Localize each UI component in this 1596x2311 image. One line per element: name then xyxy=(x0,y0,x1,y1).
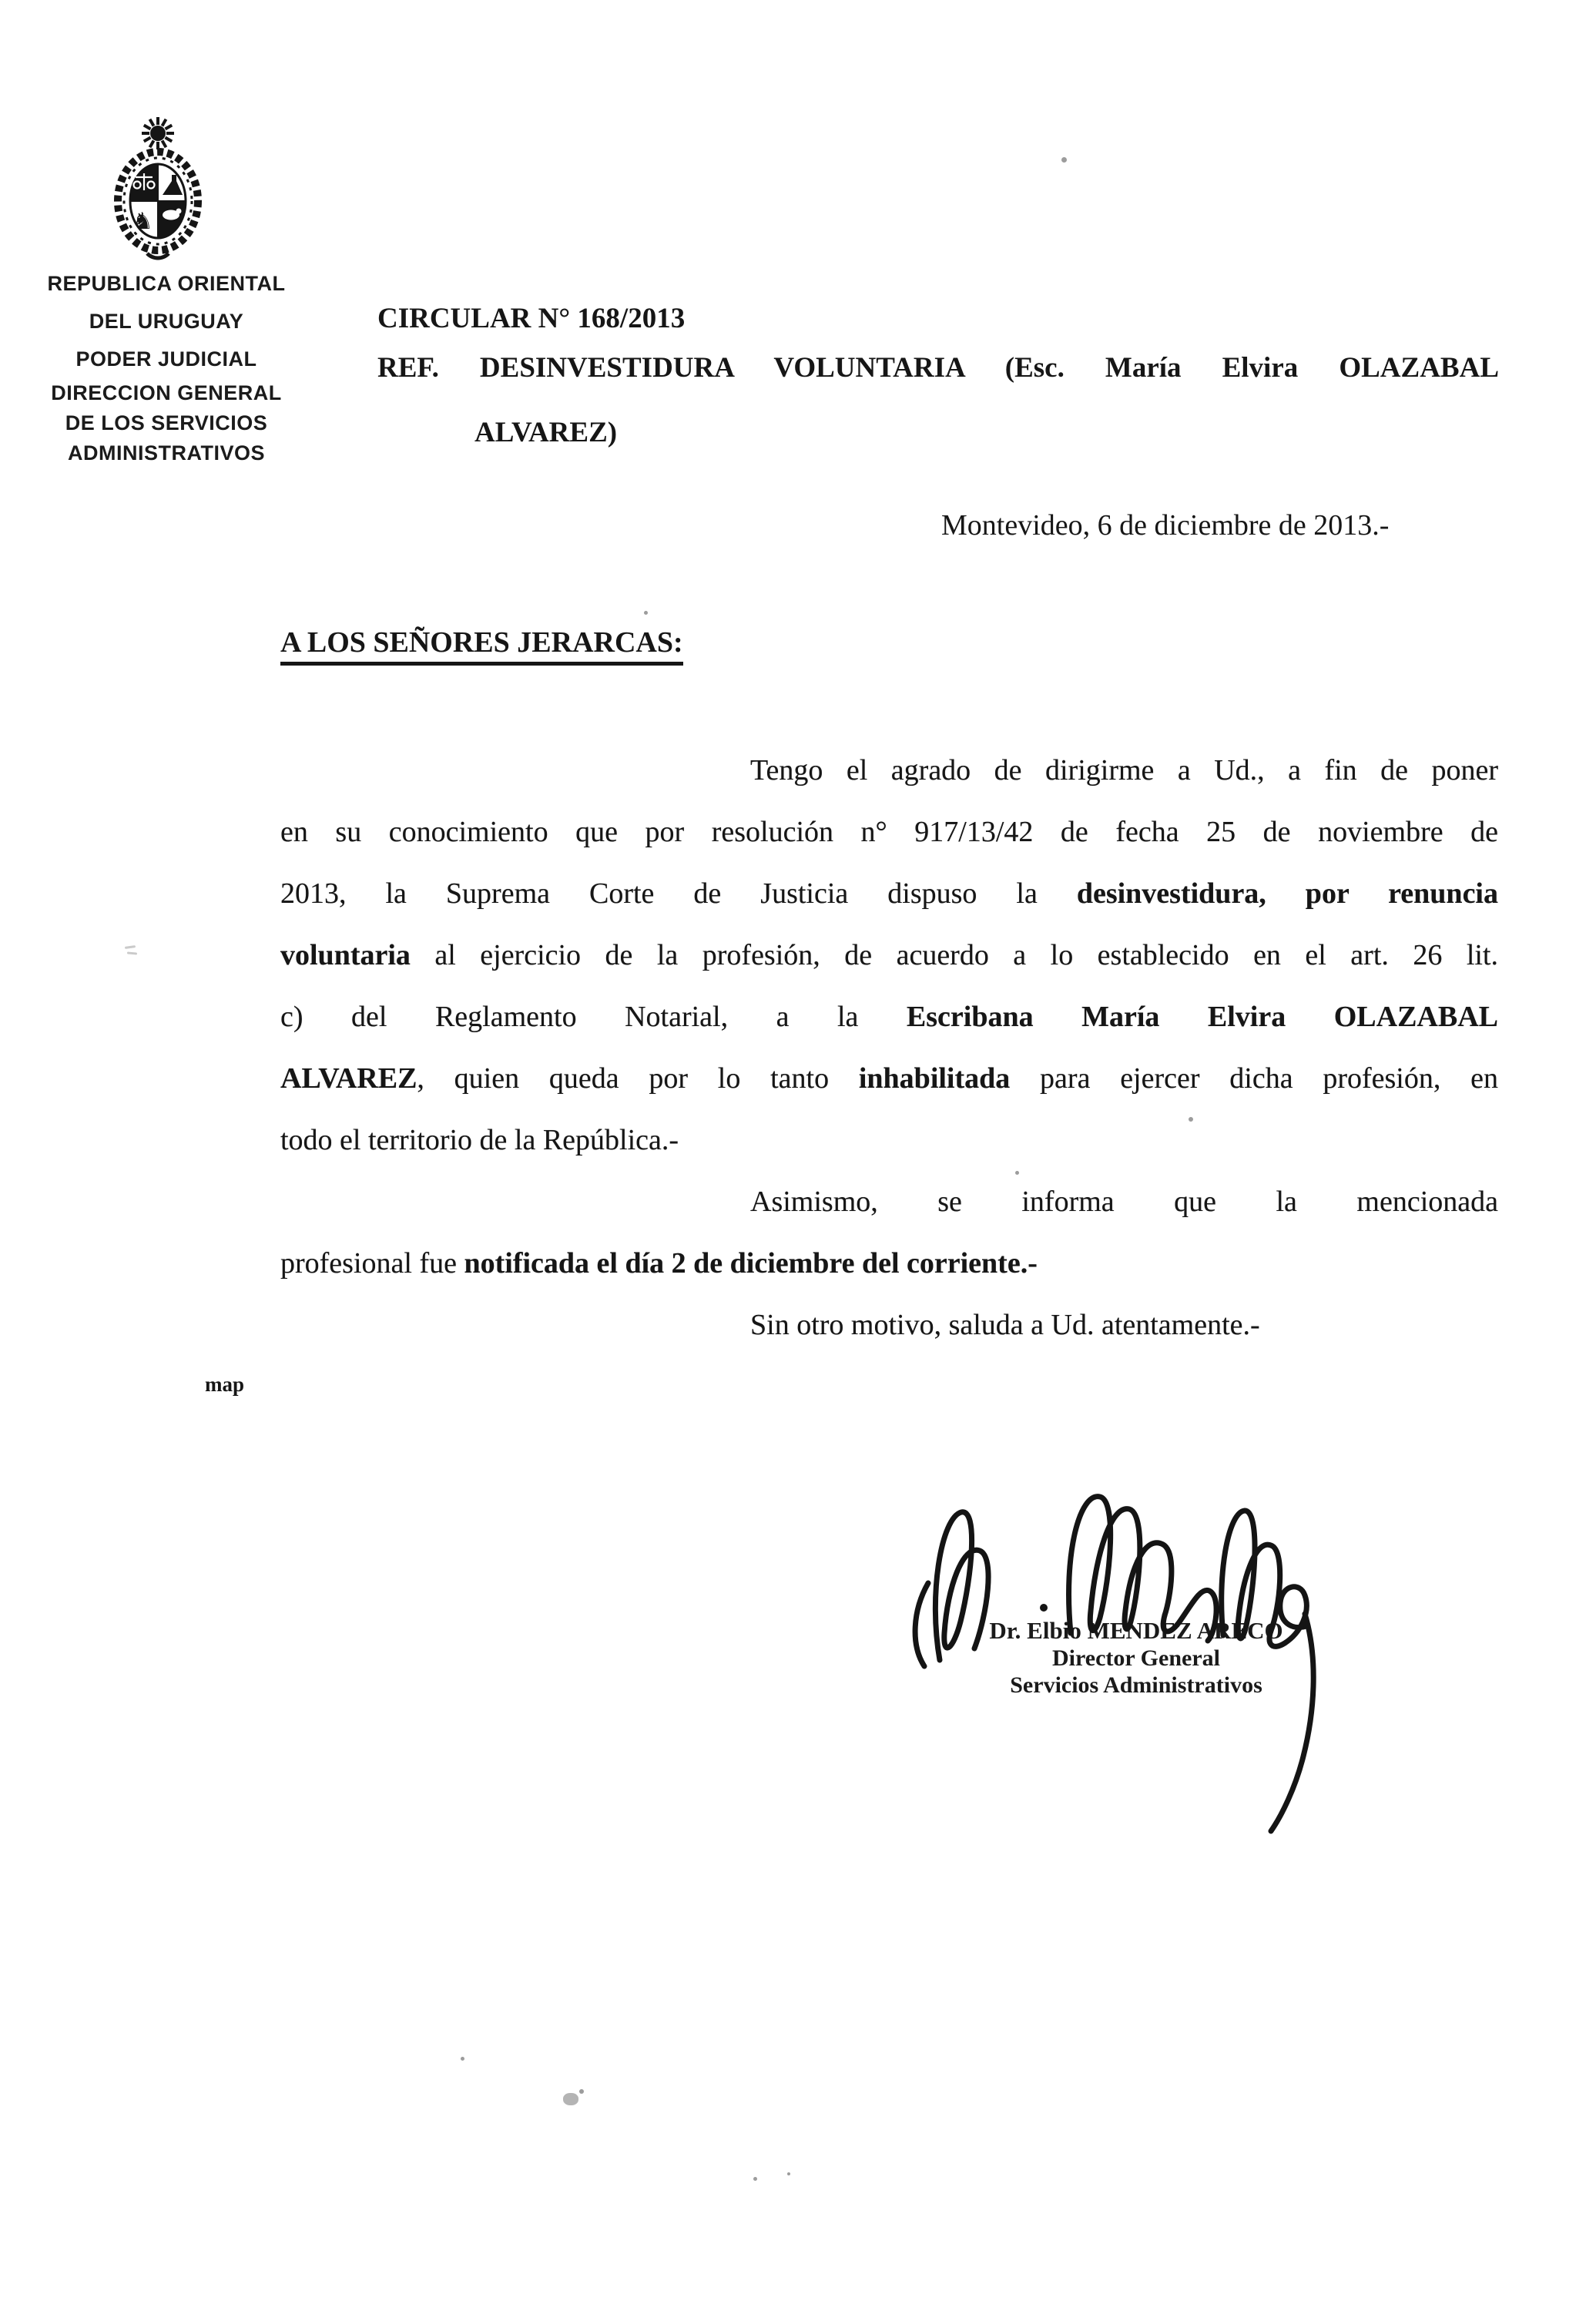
scan-speck xyxy=(753,2177,757,2181)
body-text: todo el territorio de la República.- xyxy=(280,1124,679,1156)
letterhead-line: ADMINISTRATIVOS xyxy=(68,441,265,465)
body-text: profesional fue xyxy=(280,1247,464,1280)
body-text-bold: notificada el día 2 de diciembre del corriente.- xyxy=(464,1247,1038,1280)
body-line-10 xyxy=(280,1294,1498,1356)
body-text-bold: ALVAREZ xyxy=(280,1062,417,1095)
scan-speck xyxy=(787,2172,790,2175)
body-text-bold: voluntaria xyxy=(280,939,411,971)
body-line-8 xyxy=(280,1171,1498,1233)
paragraph-indent xyxy=(280,1210,750,1211)
paragraph-indent xyxy=(280,1333,750,1334)
letterhead xyxy=(29,265,303,468)
body-text: c) del Reglamento Notarial, a la xyxy=(280,1001,907,1033)
scan-smudge xyxy=(563,2093,578,2105)
body-line-5 xyxy=(280,986,1498,1048)
body-line-6 xyxy=(280,1048,1498,1109)
body-paragraphs xyxy=(280,740,1498,1356)
body-text-bold: desinvestidura, por renuncia xyxy=(1076,877,1498,910)
body-text: Asimismo, se informa que la mencionada xyxy=(750,1186,1498,1218)
body-text-bold: inhabilitada xyxy=(858,1062,1011,1095)
horse-icon: ♞ xyxy=(132,208,153,235)
signer-title: Director General xyxy=(1052,1645,1220,1671)
body-line-2 xyxy=(280,801,1498,863)
letterhead-line: REPUBLICA ORIENTAL xyxy=(47,272,286,295)
reference-line-1: REF. DESINVESTIDURA VOLUNTARIA (Esc. María Elvira OLAZABAL xyxy=(377,352,1499,384)
scan-speck xyxy=(579,2089,584,2094)
signer-office: Servicios Administrativos xyxy=(1010,1672,1262,1698)
letterhead-line: DIRECCION GENERAL xyxy=(51,381,282,404)
scan-speck xyxy=(1061,157,1067,163)
body-text: 2013, la Suprema Corte de Justicia dispuso la xyxy=(280,877,1077,910)
reference-line-2: ALVAREZ) xyxy=(474,417,618,448)
scan-speck xyxy=(644,611,648,615)
scan-speck xyxy=(461,2057,464,2061)
salutation xyxy=(280,626,683,659)
body-text: , quien queda por lo tanto xyxy=(417,1062,859,1095)
scan-speck xyxy=(1015,1171,1019,1175)
letterhead-line: DE LOS SERVICIOS xyxy=(65,411,268,434)
uruguay-coat-of-arms-icon xyxy=(104,109,212,263)
body-line-4 xyxy=(280,924,1498,986)
body-text-bold: Escribana María Elvira OLAZABAL xyxy=(906,1001,1499,1033)
scan-speck xyxy=(1189,1117,1193,1122)
scan-speck xyxy=(125,945,136,949)
body-text: para ejercer dicha profesión, en xyxy=(1010,1062,1498,1095)
body-line-1 xyxy=(280,740,1498,801)
scan-speck xyxy=(127,951,137,954)
paragraph-indent xyxy=(280,779,750,780)
body-text: al ejercicio de la profesión, de acuerdo a lo establecido en el art. 26 lit. xyxy=(410,939,1498,971)
letterhead-line: DEL URUGUAY xyxy=(89,310,244,333)
typist-initials: map xyxy=(205,1373,245,1396)
circular-number: CIRCULAR N° 168/2013 xyxy=(377,303,686,334)
salutation-text: A LOS SEÑORES JERARCAS: xyxy=(280,626,683,666)
dateline: Montevideo, 6 de diciembre de 2013.- xyxy=(941,509,1390,542)
body-line-7 xyxy=(280,1109,1498,1171)
body-text: en su conocimiento que por resolución n° 917/13/42 de fecha 25 de noviembre de xyxy=(280,816,1498,848)
body-text: Sin otro motivo, saluda a Ud. atentamente.- xyxy=(750,1309,1260,1341)
signer-name: Dr. Elbio MENDEZ ARECO xyxy=(989,1617,1283,1644)
letterhead-line: PODER JUDICIAL xyxy=(75,347,257,371)
signature-scribble-icon xyxy=(886,1460,1348,1860)
body-line-3 xyxy=(280,863,1498,924)
body-line-9 xyxy=(280,1233,1498,1294)
body-text: Tengo el agrado de dirigirme a Ud., a fin de poner xyxy=(750,754,1498,787)
